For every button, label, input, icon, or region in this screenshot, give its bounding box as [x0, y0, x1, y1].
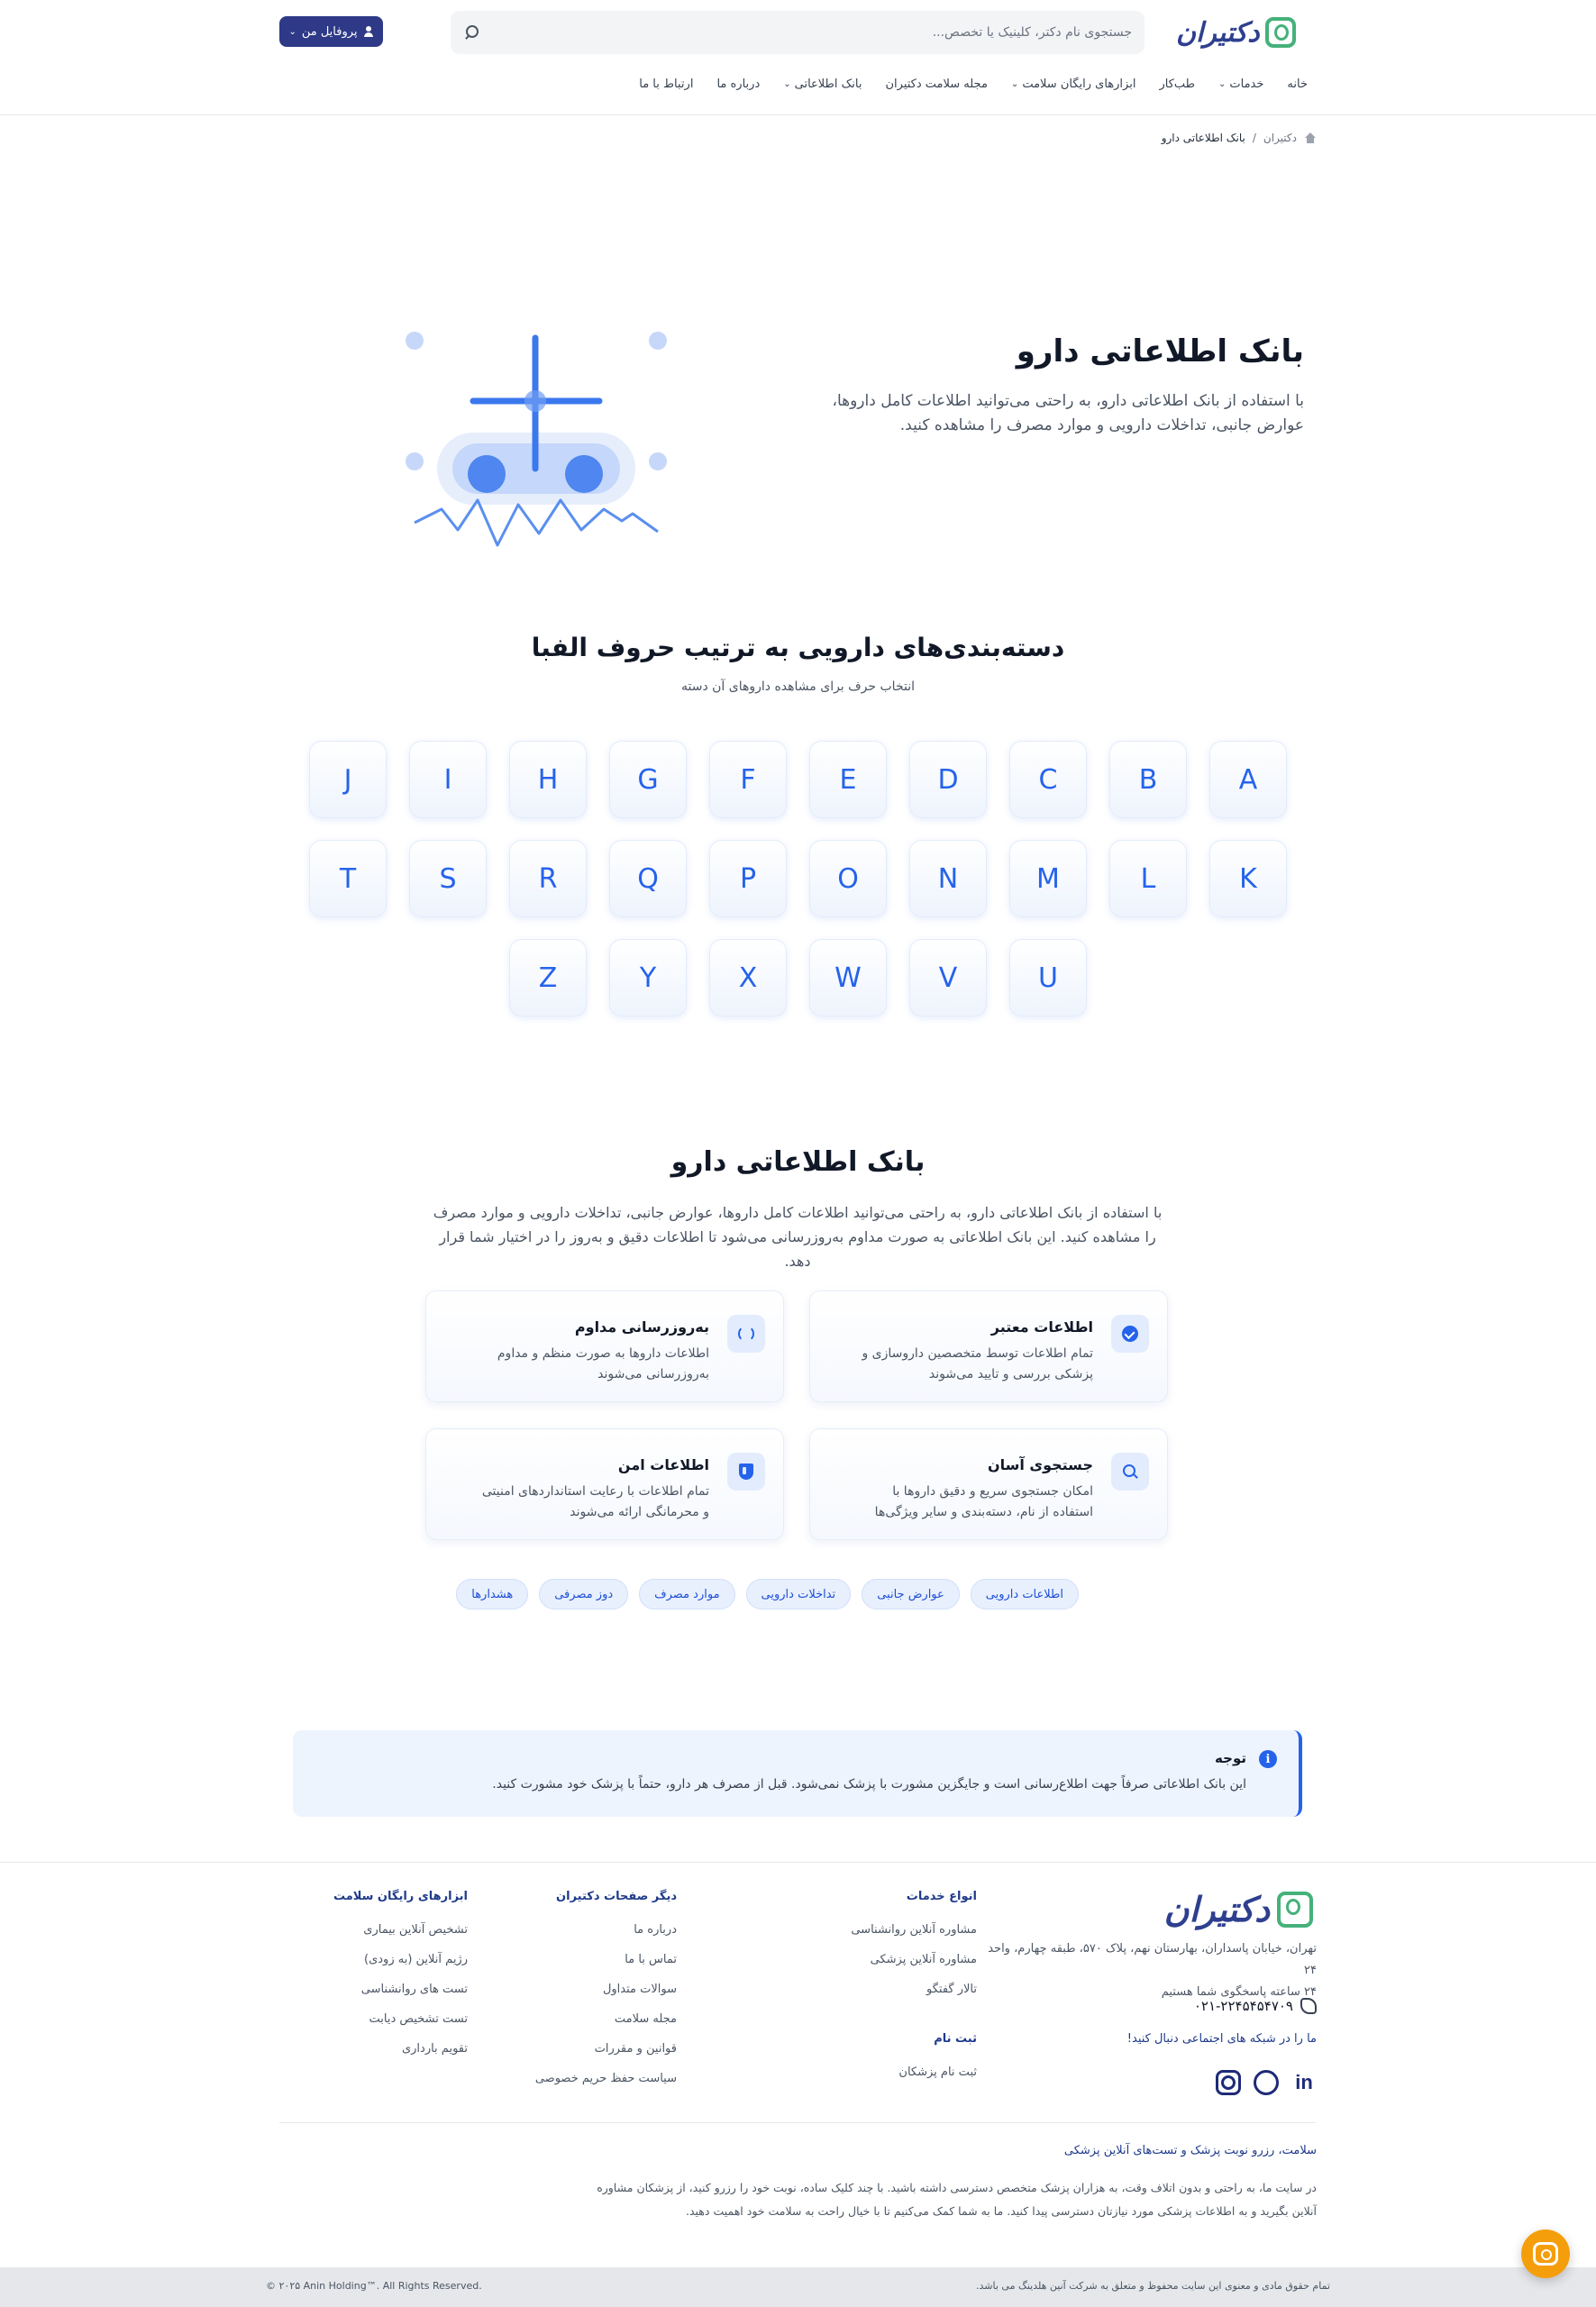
letter-button-j[interactable]: J	[309, 741, 387, 818]
nav-label: بانک اطلاعاتی	[794, 78, 862, 91]
letter-button-d[interactable]: D	[909, 741, 987, 818]
card-description: تمام اطلاعات توسط متخصصین داروسازی و پزشکی بررسی و تایید می‌شوند	[862, 1346, 1093, 1381]
chevron-down-icon: ⌄	[783, 79, 791, 89]
letter-button-e[interactable]: E	[809, 741, 887, 818]
user-icon	[363, 26, 374, 37]
notice-box	[293, 1730, 1302, 1817]
footer-tagline: سلامت، رزرو نوبت پزشک و تست‌های آنلاین پزشکی	[1063, 2144, 1317, 2157]
nav-label: درباره ما	[716, 78, 761, 91]
phone-icon	[1300, 1998, 1317, 2014]
nav-item-contact[interactable]	[639, 78, 693, 91]
search-input[interactable]: جستجوی نام دکتر، کلینیک یا تخصص...	[932, 25, 1132, 40]
footer-logo[interactable]	[1164, 1890, 1313, 1929]
letter-button-c[interactable]: C	[1009, 741, 1087, 818]
card-title: اطلاعات امن	[617, 1456, 709, 1473]
check-circle-icon	[1122, 1326, 1138, 1342]
notice-title: توجه	[1215, 1750, 1246, 1766]
nav-item-about[interactable]	[716, 78, 760, 91]
alphabet-section-subtitle: انتخاب حرف برای مشاهده داروهای آن دسته	[681, 679, 915, 694]
phone-number: ۰۲۱-۲۲۴۵۴۵۴۷۰۹	[1193, 1998, 1293, 2014]
copyright-company: © ۲۰۲۵ Anin Holding™. All Rights Reserved.	[266, 2280, 482, 2292]
letter-button-a[interactable]: A	[1209, 741, 1287, 818]
letter-button-u[interactable]: U	[1009, 939, 1087, 1017]
letter-button-x[interactable]: X	[709, 939, 787, 1017]
footer-link[interactable]: تست تشخیص دیابت	[369, 2012, 468, 2026]
social-links	[1216, 2070, 1317, 2095]
site-logo[interactable]	[1176, 13, 1313, 52]
card-description: تمام اطلاعات با رعایت استانداردهای امنیتی و محرمانگی ارائه می‌شوند	[481, 1484, 709, 1519]
tag[interactable]: دوز مصرفی	[539, 1579, 628, 1609]
footer-link[interactable]: مشاوره آنلاین پزشکی	[870, 1953, 977, 1966]
footer-column-title: انواع خدمات	[906, 1890, 977, 1903]
chevron-down-icon: ⌄	[1010, 79, 1019, 89]
letter-button-h[interactable]: H	[509, 741, 587, 818]
nav-label: طب‌کار	[1159, 78, 1195, 91]
nav-item-magazine[interactable]	[885, 78, 987, 91]
tag[interactable]: اطلاعات دارویی	[971, 1579, 1079, 1609]
card-title: اطلاعات معتبر	[990, 1318, 1093, 1336]
card-description: امکان جستجوی سریع و دقیق داروها با استفاده از نام، دسته‌بندی و سایر ویژگی‌ها	[874, 1484, 1093, 1519]
nav-item-services[interactable]	[1218, 78, 1263, 91]
feature-card-updates	[425, 1290, 784, 1402]
footer-link[interactable]: رژیم آنلاین (به زودی)	[364, 1953, 468, 1966]
letter-button-s[interactable]: S	[409, 840, 487, 917]
footer-link[interactable]: سوالات متداول	[602, 1983, 677, 1996]
footer-about: در سایت ما، به راحتی و بدون اتلاف وقت، به هزاران پزشک متخصص دسترسی داشته باشید. با چند کلیک ساده، نوبت خود را رزرو کنید، از پزشکان مشاوره آنلاین بگیرید و به اطلاعات پزشکی مورد نیازتان دسترسی پیدا کنید. ما به شما کمک می‌کنیم تا با خیال راحت به سلامت خود اهمیت دهید.	[597, 2181, 1317, 2218]
footer-column-services	[851, 1890, 977, 2095]
tag[interactable]: هشدارها	[456, 1579, 528, 1609]
nav-item-health-tools[interactable]	[1011, 78, 1136, 91]
logo-mark-icon	[1277, 1892, 1313, 1928]
info-section-title: بانک اطلاعاتی دارو	[670, 1146, 926, 1178]
nav-label: ابزارهای رایگان سلامت	[1022, 78, 1136, 91]
letter-button-p[interactable]: P	[709, 840, 787, 917]
letter-button-i[interactable]: I	[409, 741, 487, 818]
card-title: به‌روزرسانی مداوم	[574, 1318, 709, 1336]
site-header	[0, 0, 1596, 115]
letter-button-k[interactable]: K	[1209, 840, 1287, 917]
topic-tags	[456, 1579, 1079, 1609]
footer-column-title: ابزارهای رایگان سلامت	[333, 1890, 468, 1903]
letter-button-b[interactable]: B	[1109, 741, 1187, 818]
aparat-icon[interactable]	[1254, 2070, 1279, 2095]
logo-mark-icon	[1265, 17, 1296, 48]
feature-card-secure	[425, 1428, 784, 1540]
footer-column-tools	[333, 1890, 468, 2072]
info-section-description: با استفاده از بانک اطلاعاتی دارو، به راحتی می‌توانید اطلاعات کامل داروها، عوارض جانبی، تداخلات دارویی و موارد مصرف را مشاهده کنید. این بانک اطلاعاتی به صورت مداوم به‌روزرسانی می‌شود تا اطلاعات دقیق و به‌روز را در اختیار شما قرار دهد.	[433, 1204, 1163, 1270]
footer-link[interactable]: ثبت نام پزشکان	[898, 2065, 977, 2079]
follow-text: ما را در شبکه های اجتماعی دنبال کنید!	[1126, 2032, 1317, 2046]
main-nav	[639, 78, 1308, 91]
letter-button-n[interactable]: N	[909, 840, 987, 917]
footer-link[interactable]: سیاست حفظ حریم خصوصی	[534, 2072, 677, 2085]
letter-button-w[interactable]: W	[809, 939, 887, 1017]
footer-address	[974, 1938, 1317, 2003]
feature-card-search	[809, 1428, 1168, 1540]
footer-column-title: دیگر صفحات دکتیران	[556, 1890, 677, 1903]
letter-button-t[interactable]: T	[309, 840, 387, 917]
info-icon: i	[1259, 1750, 1277, 1768]
chat-support-button[interactable]	[1521, 2229, 1570, 2278]
feature-card-reliable	[809, 1290, 1168, 1402]
letter-button-m[interactable]: M	[1009, 840, 1087, 917]
tag[interactable]: موارد مصرف	[639, 1579, 734, 1609]
footer-link[interactable]: تشخیص آنلاین بیماری	[363, 1923, 468, 1937]
footer-link[interactable]: مجله سلامت	[614, 2012, 677, 2026]
chat-icon	[1533, 2242, 1558, 2266]
footer-link[interactable]: تقویم بارداری	[401, 2042, 468, 2056]
footer-divider	[279, 2122, 1316, 2123]
footer-column-title: ثبت نام	[934, 2032, 977, 2046]
chevron-down-icon: ⌄	[288, 26, 296, 37]
letter-button-f[interactable]: F	[709, 741, 787, 818]
footer-phone[interactable]	[1194, 1998, 1317, 2014]
shield-icon	[739, 1464, 753, 1480]
linkedin-icon[interactable]: in	[1295, 2071, 1313, 2093]
breadcrumb-home[interactable]: دکتیران	[1263, 132, 1297, 144]
footer-link[interactable]: مشاوره آنلاین روانشناسی	[851, 1923, 977, 1937]
logo-text: دکتیران	[1176, 16, 1260, 49]
address-text: تهران، خیابان پاسداران، بهارستان نهم، پلاک ۵۷۰، طبقه چهارم، واحد ۲۴	[988, 1942, 1317, 1977]
breadcrumb-separator: /	[1252, 132, 1256, 144]
copyright-bar	[0, 2267, 1596, 2307]
breadcrumb-current: بانک اطلاعاتی دارو	[1161, 132, 1245, 144]
hours-text: ۲۴ ساعته پاسخگوی شما هستیم	[1161, 1985, 1317, 1999]
letter-button-v[interactable]: V	[909, 939, 987, 1017]
footer-link[interactable]: درباره ما	[634, 1923, 677, 1937]
page-title: بانک اطلاعاتی دارو	[1016, 333, 1304, 369]
card-description: اطلاعات داروها به صورت منظم و مداوم به‌روزرسانی می‌شوند	[497, 1346, 709, 1381]
nav-item-database[interactable]	[783, 78, 862, 91]
letter-button-l[interactable]: L	[1109, 840, 1187, 917]
card-title: جستجوی آسان	[987, 1456, 1093, 1473]
breadcrumb	[1162, 132, 1317, 144]
letter-button-q[interactable]: Q	[609, 840, 687, 917]
nav-label: خدمات	[1229, 78, 1264, 91]
instagram-icon[interactable]	[1216, 2070, 1241, 2095]
search-icon	[1122, 1464, 1138, 1480]
chevron-down-icon: ⌄	[1218, 79, 1227, 89]
nav-item-home[interactable]	[1287, 78, 1308, 91]
nav-label: ارتباط با ما	[639, 78, 694, 91]
footer-column-pages	[535, 1890, 677, 2102]
profile-label: پروفایل من	[301, 24, 358, 39]
logo-text: دکتیران	[1163, 1890, 1270, 1929]
profile-button[interactable]	[279, 16, 383, 47]
letter-button-y[interactable]: Y	[609, 939, 687, 1017]
home-icon[interactable]	[1304, 132, 1317, 143]
site-footer	[0, 1862, 1596, 2307]
nav-label: خانه	[1287, 78, 1308, 91]
footer-link[interactable]: تماس با ما	[625, 1953, 677, 1966]
footer-link[interactable]: قوانین و مقررات	[594, 2042, 677, 2056]
search-bar[interactable]	[451, 11, 1145, 54]
letter-button-r[interactable]: R	[509, 840, 587, 917]
tag[interactable]: عوارض جانبی	[862, 1579, 960, 1609]
letter-button-z[interactable]: Z	[509, 939, 587, 1017]
tag[interactable]: تداخلات دارویی	[746, 1579, 852, 1609]
footer-link[interactable]: تست های روانشناسی	[360, 1983, 468, 1996]
letter-button-g[interactable]: G	[609, 741, 687, 818]
copyright-text: تمام حقوق مادی و معنوی این سایت محفوظ و متعلق به شرکت آنین هلدینگ می باشد.	[976, 2280, 1330, 2292]
footer-link[interactable]: تالار گفتگو	[926, 1983, 977, 1996]
hero-description: با استفاده از بانک اطلاعاتی دارو، به راحتی می‌توانید اطلاعات کامل داروها، عوارض جانبی، تداخلات دارویی و موارد مصرف را مشاهده کنید.	[832, 392, 1304, 434]
search-icon[interactable]	[463, 23, 481, 41]
alphabet-section-title: دسته‌بندی‌های دارویی به ترتیب حروف الفبا	[531, 633, 1065, 662]
refresh-icon	[738, 1326, 754, 1342]
letter-button-o[interactable]: O	[809, 840, 887, 917]
notice-text: این بانک اطلاعاتی صرفاً جهت اطلاع‌رسانی است و جایگزین مشورت با پزشک نمی‌شود. قبل از مصرف هر دارو، حتماً با پزشک خود مشورت کنید.	[492, 1777, 1246, 1792]
medicine-illustration	[397, 324, 667, 559]
nav-label: مجله سلامت دکتیران	[885, 78, 988, 91]
nav-item-tebkar[interactable]	[1159, 78, 1195, 91]
